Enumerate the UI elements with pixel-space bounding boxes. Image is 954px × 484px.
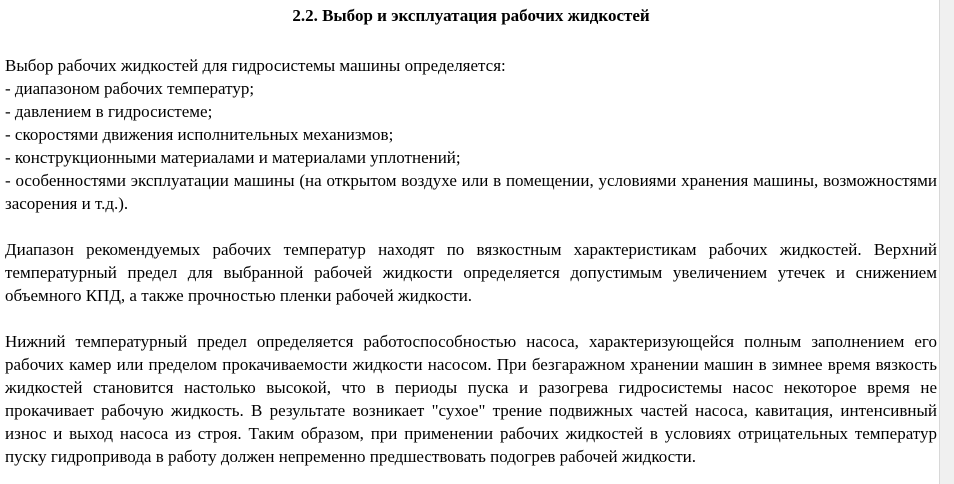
document-page (5, 0, 937, 468)
list-item: - давлением в гидросистеме; (5, 102, 213, 121)
paragraph-gap (5, 307, 937, 330)
paragraph-temperature-range: Диапазон рекомендуемых рабочих температур находят по вязкостным характеристикам рабочих жидкостей. Верхний температурный предел для выбранной рабочей жидкости определяется допустимым увеличением утечек и снижением объемного КПД, а также прочностью пленки рабочей жидкости. (5, 240, 937, 305)
list-item: - скоростями движения исполнительных механизмов; (5, 125, 394, 144)
intro-text: Выбор рабочих жидкостей для гидросистемы машины определяется: (5, 56, 506, 75)
vertical-scrollbar[interactable] (939, 0, 954, 484)
paragraph-lower-limit: Нижний температурный предел определяется работоспособностью насоса, характеризующейся полным заполнением его рабочих камер или пределом прокачиваемости жидкости насосом. При безгаражном хранении машин в зимнее время вязкость жидкостей становится настолько высокой, что в периоды пуска и разогрева гидросистемы насос некоторое время не прокачивает рабочую жидкость. В результате возникает "сухое" трение подвижных частей насоса, кавитация, интенсивный износ и выход насоса из строя. Таким образом, при применении рабочих жидкостей в условиях отрицательных температур пуску гидропривода в работу должен непременно предшествовать подогрев рабочей жидкости. (5, 332, 937, 466)
paragraph-gap (5, 215, 937, 238)
list-item: - особенностями эксплуатации машины (на открытом воздухе или в помещении, условиями хранения машины, возможностями засорения и т.д.). (5, 171, 937, 213)
section-title: 2.2. Выбор и эксплуатация рабочих жидкостей (292, 6, 650, 25)
list-item: - конструкционными материалами и материалами уплотнений; (5, 148, 461, 167)
list-item: - диапазоном рабочих температур; (5, 79, 255, 98)
factor-list (5, 77, 937, 215)
